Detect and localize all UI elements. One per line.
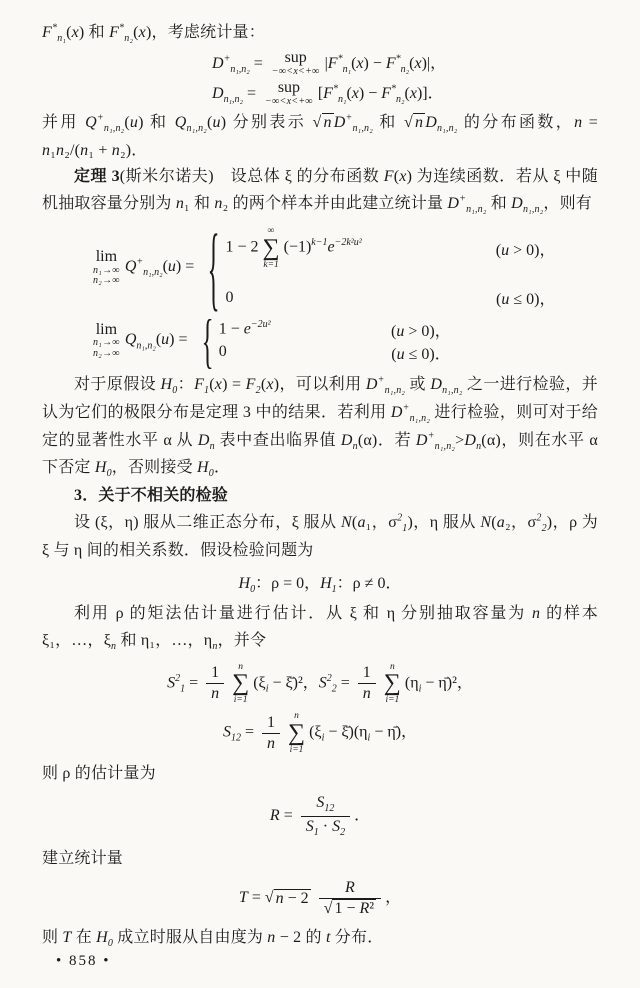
lead-in-statistic: 建立统计量 [42, 849, 124, 867]
equation-t-statistic: T = √ n − 2 $\frac{R}{\text{√ 1 − R²}}$ ， [238, 879, 402, 918]
section-heading-3: 3．关于不相关的检验 [74, 487, 229, 505]
equation-sample-variances: $S^2_1$ = $\frac{1}{n}$ n ∑ i=1 ($\xi_i$ − ξ̄)²，$S^2_2$ = $\frac{1}{n}$ n ∑ i=1 ($\eta_i$ − η̄)²， [167, 661, 473, 705]
equation-hypotheses: $H_0$：ρ = 0，$H_1$：ρ ≠ 0． [238, 575, 402, 596]
equation-d: $D_{n_1,n_2}$ = sup −∞<x<+∞ $[F^*_{n_1}(x) - F^*_{n_2}(x)]$． [212, 79, 444, 108]
page-number: • 858 • [56, 953, 111, 969]
paragraph-bivariate-normal: 设 (ξ，η) 服从二维正态分布，ξ 服从 N(a₁，$\sigma^2_1$)，η 服从 N(a₂，$\sigma^2_2$)，ρ 为 ξ 与 η 间的相关系数．假设检验问题为 [42, 512, 598, 559]
paragraph-distribution-functions: 并用 $Q^+_{n_1,n_2}(u)$ 和 $Q_{n_1,n_2}(u)$ 分别表示 √ n $D^+_{n_1,n_2}$ 和 √ n $D_{n_1,n_2}$ 的分布函数，n = n₁n₂/(n₁ + n₂)． [42, 112, 598, 159]
lead-in-estimator: 则 ρ 的估计量为 [42, 764, 156, 782]
paragraph-moment-estimate: 利用 ρ 的矩法估计量进行估计．从 ξ 和 η 分别抽取容量为 n 的样本 ξ₁，…，$\xi_n$ 和 η₁，…，$\eta_n$，并令 [42, 605, 598, 652]
equation-correlation-r: R = $\frac{S_{12}}{S_1 \cdot S_2}$ ． [269, 794, 371, 839]
paragraph-t-distribution: 则 T 在 $H_0$ 成立时服从自由度为 n − 2 的 t 分布． [42, 929, 384, 950]
intro-line: $F^*_{n_1}(x)$ 和 $F^*_{n_2}(x)$，考虑统计量： [42, 22, 265, 45]
equation-d-plus: $D^+_{n_1,n_2}$ = sup −∞<x<+∞ $|F^*_{n_1}(x) - F^*_{n_2}(x)|$， [212, 49, 447, 78]
equation-limit-q: lim n₁→∞ n₂→∞ $Q_{n_1,n_2}(u)$ = { $1 - e^{-2u^2}$ (u > 0)， 0 (u ≤ 0)． [93, 306, 451, 375]
equation-sample-covariance: $S_{12}$ = $\frac{1}{n}$ n ∑ i=1 ($\xi_i$ − $\xī)(\eta_i$ − η̄)， [222, 711, 418, 755]
paragraph-theorem-3: 定理 3(斯米尔诺夫) 设总体 ξ 的分布函数 F(x) 为连续函数．若从 ξ 中随机抽取容量分别为 n₁ 和 n₂ 的两个样本并由此建立统计量 $D^+_{n_1,n_2}$ 和 $D_{n_1,n_2}$，则有 [42, 168, 598, 215]
equation-limit-q-plus: lim n₁→∞ n₂→∞ $Q^+_{n_1,n_2}(u)$ = { 1 − 2 ∞ ∑ k=1 $(-1)^{k-1}e^{-2k^2u^2}$ (u > 0)， 0 (u ≤ 0)， [93, 214, 556, 321]
paragraph-h0-test: 对于原假设 $H_0$：$F_1(x) = F_2(x)$，可以利用 $D^+_{n_1,n_2}$ 或 $D_{n_1,n_2}$ 之一进行检验，并认为它们的极限分布是定理 3 中的结果．若利用 $D^+_{n_1,n_2}$ 进行检验，则可对于给定的显著性水平 α 从 $D_n$ 表中查出临界值 $D_n(\alpha)$．若 $D^+_{n_1,n_2}>D_n(\alpha)$，则在水平 α 下否定 $H_0$，否则接受 $H_0$． [42, 374, 599, 480]
